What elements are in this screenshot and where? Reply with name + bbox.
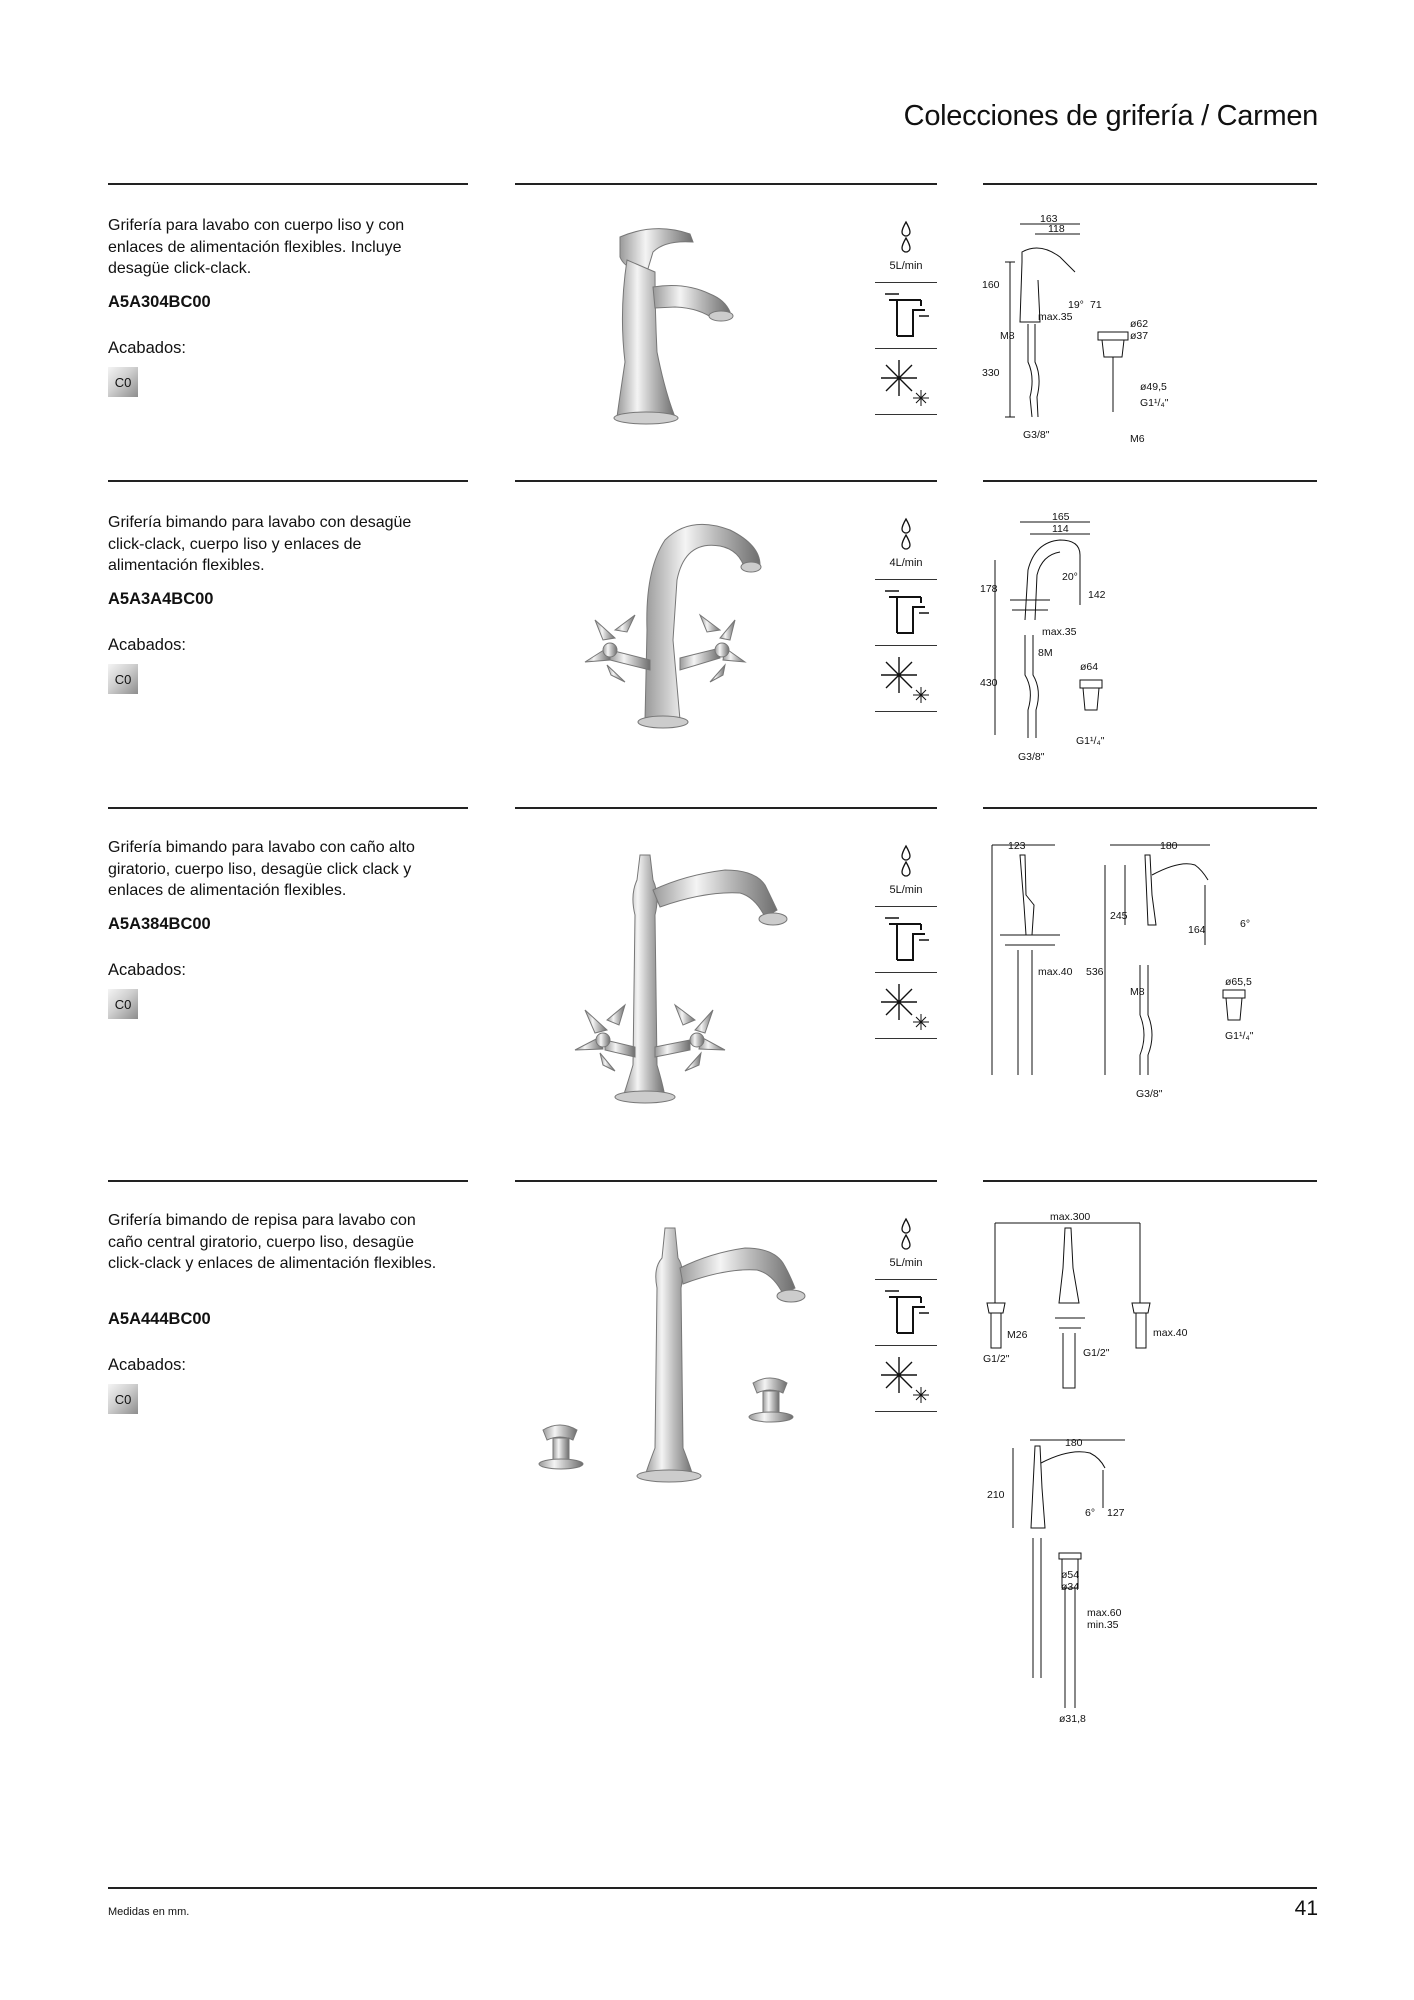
p2-dim-8m: 8M <box>1038 647 1053 659</box>
icon-divider <box>875 1279 937 1280</box>
product-3-description: Grifería bimando para lavabo con caño alto giratorio, cuerpo liso, desagüe click clack y enlaces de alimentación flexibles. <box>108 839 415 899</box>
icon-divider <box>875 1411 937 1412</box>
product-2-description: Grifería bimando para lavabo con desagüe click-clack, cuerpo liso y enlaces de alimentación flexibles. <box>108 514 412 574</box>
p3-dim-m8: M8 <box>1130 986 1145 998</box>
p1-dim-160: 160 <box>982 279 1000 291</box>
p1-dim-m8: M8 <box>1000 330 1015 342</box>
product-1-finishes-label: Acabados: <box>108 339 186 357</box>
product-3-code: A5A384BC00 <box>108 915 211 933</box>
product-2-flow-icon <box>875 515 937 577</box>
p2-dim-g38: G3/8" <box>1018 751 1045 763</box>
product-4-photo <box>515 1208 855 1508</box>
product-3-feature-icons <box>875 842 937 1038</box>
icon-divider <box>875 1038 937 1039</box>
page-title: Colecciones de grifería / Carmen <box>903 100 1318 132</box>
product-1-finish-swatch[interactable]: C0 <box>108 367 138 397</box>
product-4-feature-icons <box>875 1215 937 1411</box>
p4-dim-180: 180 <box>1065 1437 1083 1449</box>
p2-dim-430: 430 <box>980 677 998 689</box>
p1-dim-330: 330 <box>982 367 1000 379</box>
p3-dim-max40: max.40 <box>1038 966 1073 978</box>
product-1-flow-rate: 5L/min <box>889 260 923 272</box>
row-2-rule-photo <box>515 480 937 482</box>
p4-dim-127: 127 <box>1107 1507 1125 1519</box>
row-1-rule-photo <box>515 183 937 185</box>
icon-divider <box>875 711 937 712</box>
page-number: 41 <box>1294 1897 1318 1920</box>
p2-dim-142: 142 <box>1088 589 1106 601</box>
p3-dim-245: 245 <box>1110 910 1128 922</box>
p2-dim-165: 165 <box>1052 511 1070 523</box>
p4-dim-g12-mid: G1/2" <box>1083 1347 1110 1359</box>
p1-dim-o62: ø62 <box>1130 318 1149 330</box>
p1-dim-angle: 19° <box>1068 299 1084 311</box>
row-1-rule-drawing <box>983 183 1317 185</box>
p1-dim-118: 118 <box>1048 223 1065 235</box>
p4-dim-max300: max.300 <box>1050 1211 1091 1223</box>
product-4-code: A5A444BC00 <box>108 1310 211 1328</box>
product-4-flow-icon <box>875 1215 937 1277</box>
p4-dim-g12-left: G1/2" <box>983 1353 1010 1365</box>
icon-divider <box>875 579 937 580</box>
product-3-technical-drawing <box>980 835 1270 1115</box>
product-1-photo <box>515 212 855 447</box>
p2-dim-max35: max.35 <box>1042 626 1077 638</box>
product-3-flow-rate: 5L/min <box>889 884 923 896</box>
product-1-faucet-icon <box>875 286 937 348</box>
icon-divider <box>875 348 937 349</box>
icon-divider <box>875 972 937 973</box>
product-3-photo <box>515 835 855 1135</box>
p1-dim-g114: G1¹/₄" <box>1140 397 1169 409</box>
p1-dim-o495: ø49,5 <box>1140 381 1167 393</box>
product-4-flow-rate: 5L/min <box>889 1257 923 1269</box>
product-1-sparkle-icon <box>875 352 937 414</box>
product-4-technical-drawing <box>975 1208 1225 1728</box>
p3-dim-164: 164 <box>1188 924 1206 936</box>
p2-dim-o64: ø64 <box>1080 661 1099 673</box>
product-1-flow-icon <box>875 218 937 280</box>
p4-dim-m26: M26 <box>1007 1329 1028 1341</box>
row-3-rule-photo <box>515 807 937 809</box>
p1-dim-71: 71 <box>1090 299 1102 311</box>
icon-divider <box>875 1345 937 1346</box>
product-2-finishes-label: Acabados: <box>108 636 186 654</box>
product-4-faucet-icon <box>875 1283 937 1345</box>
p2-dim-angle: 20° <box>1062 571 1078 583</box>
product-1-feature-icons <box>875 218 937 414</box>
row-4-rule-drawing <box>983 1180 1317 1182</box>
row-3-rule-drawing <box>983 807 1317 809</box>
row-2-rule-drawing <box>983 480 1317 482</box>
product-2-finish-swatch[interactable]: C0 <box>108 664 138 694</box>
p4-dim-o318: ø31,8 <box>1059 1713 1086 1725</box>
product-1-technical-drawing <box>980 212 1210 452</box>
product-1-code: A5A304BC00 <box>108 293 211 311</box>
icon-divider <box>875 906 937 907</box>
product-2-flow-rate: 4L/min <box>889 557 923 569</box>
p3-dim-123: 123 <box>1008 840 1026 852</box>
p4-dim-o54: ø54 <box>1061 1569 1080 1581</box>
p3-dim-angle: 6° <box>1240 918 1251 930</box>
product-2-faucet-icon <box>875 583 937 645</box>
p1-dim-m6: M6 <box>1130 433 1145 445</box>
product-3-sparkle-icon <box>875 976 937 1038</box>
product-2-photo <box>515 510 855 745</box>
product-4-finishes-label: Acabados: <box>108 1356 186 1374</box>
icon-divider <box>875 414 937 415</box>
p3-dim-g114: G1¹/₄" <box>1225 1030 1254 1042</box>
p2-dim-g114: G1¹/₄" <box>1076 735 1105 747</box>
p3-dim-g38: G3/8" <box>1136 1088 1163 1100</box>
p2-dim-178: 178 <box>980 583 998 595</box>
p4-dim-angle: 6° <box>1085 1507 1096 1519</box>
product-1-description: Grifería para lavabo con cuerpo liso y con enlaces de alimentación flexibles. Incluye desagüe click-clack. <box>108 217 405 277</box>
product-4-description: Grifería bimando de repisa para lavabo con caño central giratorio, cuerpo liso, desagüe click-clack y enlaces de alimentación flexibles. <box>108 1212 437 1272</box>
p4-dim-max40: max.40 <box>1153 1327 1188 1339</box>
footer-note: Medidas en mm. <box>108 1906 190 1918</box>
p4-dim-210: 210 <box>987 1489 1005 1501</box>
product-2-sparkle-icon <box>875 649 937 711</box>
p3-dim-536: 536 <box>1086 966 1104 978</box>
p2-dim-114: 114 <box>1052 523 1069 535</box>
p4-dim-max60: max.60 <box>1087 1607 1122 1619</box>
product-2-feature-icons <box>875 515 937 711</box>
product-4-sparkle-icon <box>875 1349 937 1411</box>
row-4-rule-photo <box>515 1180 937 1182</box>
product-3-finish-swatch[interactable]: C0 <box>108 989 138 1019</box>
icon-divider <box>875 282 937 283</box>
product-2-technical-drawing <box>980 510 1210 770</box>
p1-dim-163: 163 <box>1040 213 1058 225</box>
row-4-rule-text <box>108 1180 468 1182</box>
row-2-rule-text <box>108 480 468 482</box>
product-3-flow-icon <box>875 842 937 904</box>
icon-divider <box>875 645 937 646</box>
p1-dim-o37: ø37 <box>1130 330 1149 342</box>
product-2-code: A5A3A4BC00 <box>108 590 214 608</box>
p3-dim-o655: ø65,5 <box>1225 976 1252 988</box>
p4-dim-min35: min.35 <box>1087 1619 1119 1631</box>
p1-dim-g38: G3/8" <box>1023 429 1050 441</box>
product-3-faucet-icon <box>875 910 937 972</box>
product-4-finish-swatch[interactable]: C0 <box>108 1384 138 1414</box>
p3-dim-180: 180 <box>1160 840 1178 852</box>
row-3-rule-text <box>108 807 468 809</box>
footer-rule <box>108 1887 1317 1889</box>
p1-dim-max35: max.35 <box>1038 311 1073 323</box>
product-3-finishes-label: Acabados: <box>108 961 186 979</box>
p4-dim-o34: ø34 <box>1061 1581 1080 1593</box>
row-1-rule-text <box>108 183 468 185</box>
